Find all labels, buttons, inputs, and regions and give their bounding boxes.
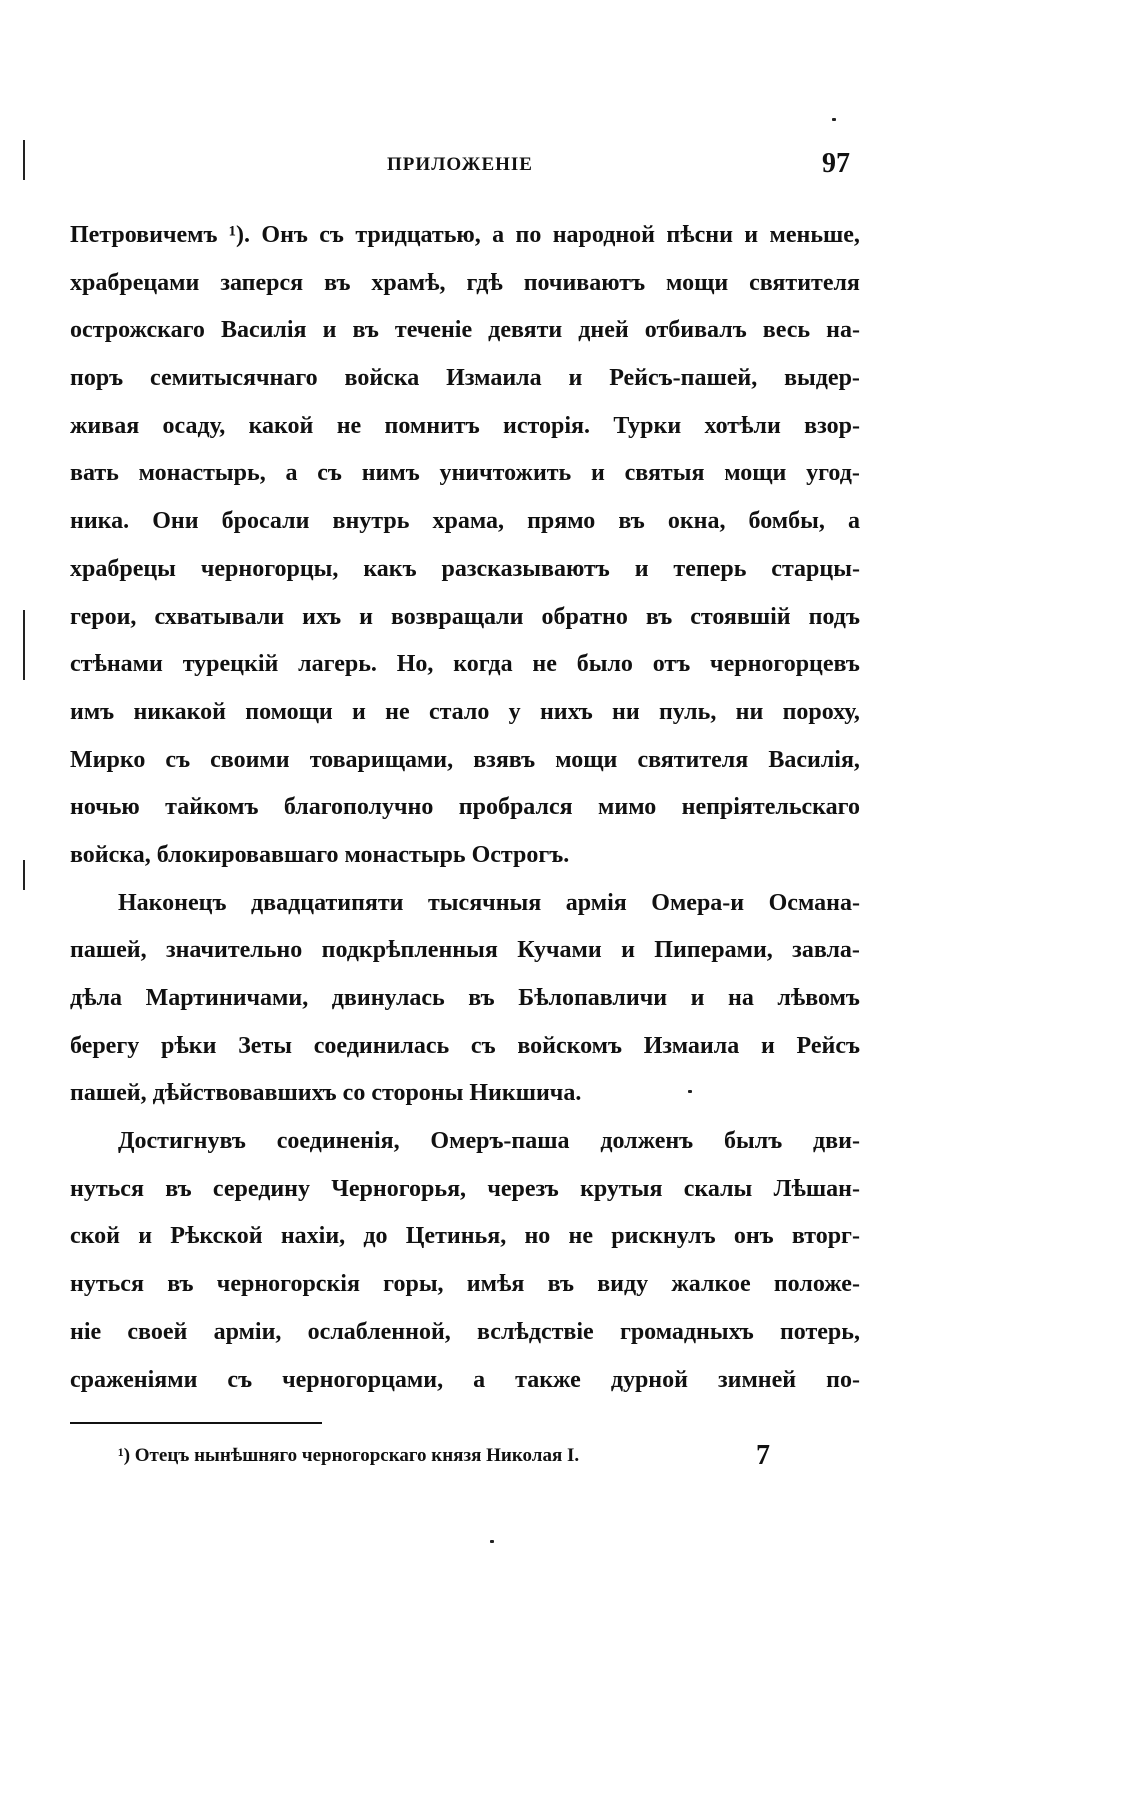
text-line: нуться въ черногорскія горы, имѣя въ виду жалкое положе-	[70, 1271, 860, 1298]
text-line: сраженіями съ черногорцами, а также дурной зимней по-	[70, 1366, 860, 1393]
text-line: живая осаду, какой не помнитъ исторія. Турки хотѣли взор-	[70, 412, 860, 439]
text-line: Наконецъ двадцатипяти тысячныя армія Омера-и Османа-	[118, 889, 860, 916]
scan-margin-line	[23, 610, 25, 680]
scan-speck	[832, 118, 836, 121]
text-line: герои, схватывали ихъ и возвращали обратно въ стоявшій подъ	[70, 603, 860, 630]
scan-margin-line	[23, 860, 25, 890]
text-line: ской и Рѣкской нахіи, до Цетинья, но не рискнулъ онъ вторг-	[70, 1223, 860, 1250]
page-number: 97	[822, 148, 850, 179]
body-text	[70, 212, 860, 1404]
text-line: поръ семитысячнаго войска Измаила и Рейсъ-пашей, выдер-	[70, 365, 860, 392]
footnote-rule	[70, 1422, 322, 1424]
text-line: берегу рѣки Зеты соединилась съ войскомъ Измаила и Рейсъ	[70, 1032, 860, 1059]
signature-mark: 7	[756, 1440, 770, 1471]
text-line: пашей, дѣйствовавшихъ со стороны Никшича.	[70, 1080, 582, 1107]
text-line: нуться въ середину Черногорья, черезъ крутыя скалы Лѣшан-	[70, 1175, 860, 1202]
text-line: войска, блокировавшаго монастырь Острогъ.	[70, 841, 570, 868]
running-head-title: ПРИЛОЖЕНІЕ	[387, 154, 533, 175]
text-line: храбрецы черногорцы, какъ разсказываютъ и теперь старцы-	[70, 555, 860, 582]
text-line: ночью тайкомъ благополучно пробрался мимо непріятельскаго	[70, 794, 860, 821]
text-line: Достигнувъ соединенія, Омеръ-паша долженъ былъ дви-	[118, 1128, 860, 1155]
text-line: стѣнами турецкій лагерь. Но, когда не было отъ черногорцевъ	[70, 651, 860, 678]
text-line: острожскаго Василія и въ теченіе девяти дней отбивалъ весь на-	[70, 317, 860, 344]
text-line: имъ никакой помощи и не стало у нихъ ни пуль, ни пороху,	[70, 698, 860, 725]
text-line: храбрецами заперся въ храмѣ, гдѣ почиваютъ мощи святителя	[70, 269, 860, 296]
scan-speck	[490, 1540, 494, 1543]
footnote: ¹) Отецъ нынѣшняго черногорскаго князя Николая I.	[118, 1445, 580, 1466]
text-line: вать монастырь, а съ нимъ уничтожить и святыя мощи угод-	[70, 460, 860, 487]
text-line: Мирко съ своими товарищами, взявъ мощи святителя Василія,	[70, 746, 860, 773]
running-head	[70, 148, 850, 188]
text-line: пашей, значительно подкрѣпленныя Кучами и Пиперами, завла-	[70, 937, 860, 964]
text-line: ніе своей арміи, ослабленной, вслѣдствіе громадныхъ потерь,	[70, 1318, 860, 1345]
scan-margin-line	[23, 140, 25, 180]
text-line: ника. Они бросали внутрь храма, прямо въ окна, бомбы, а	[70, 508, 860, 535]
text-line: дѣла Мартиничами, двинулась въ Бѣлопавличи и на лѣвомъ	[70, 985, 860, 1011]
text-line: Петровичемъ ¹). Онъ съ тридцатью, а по народной пѣсни и меньше,	[70, 222, 860, 248]
